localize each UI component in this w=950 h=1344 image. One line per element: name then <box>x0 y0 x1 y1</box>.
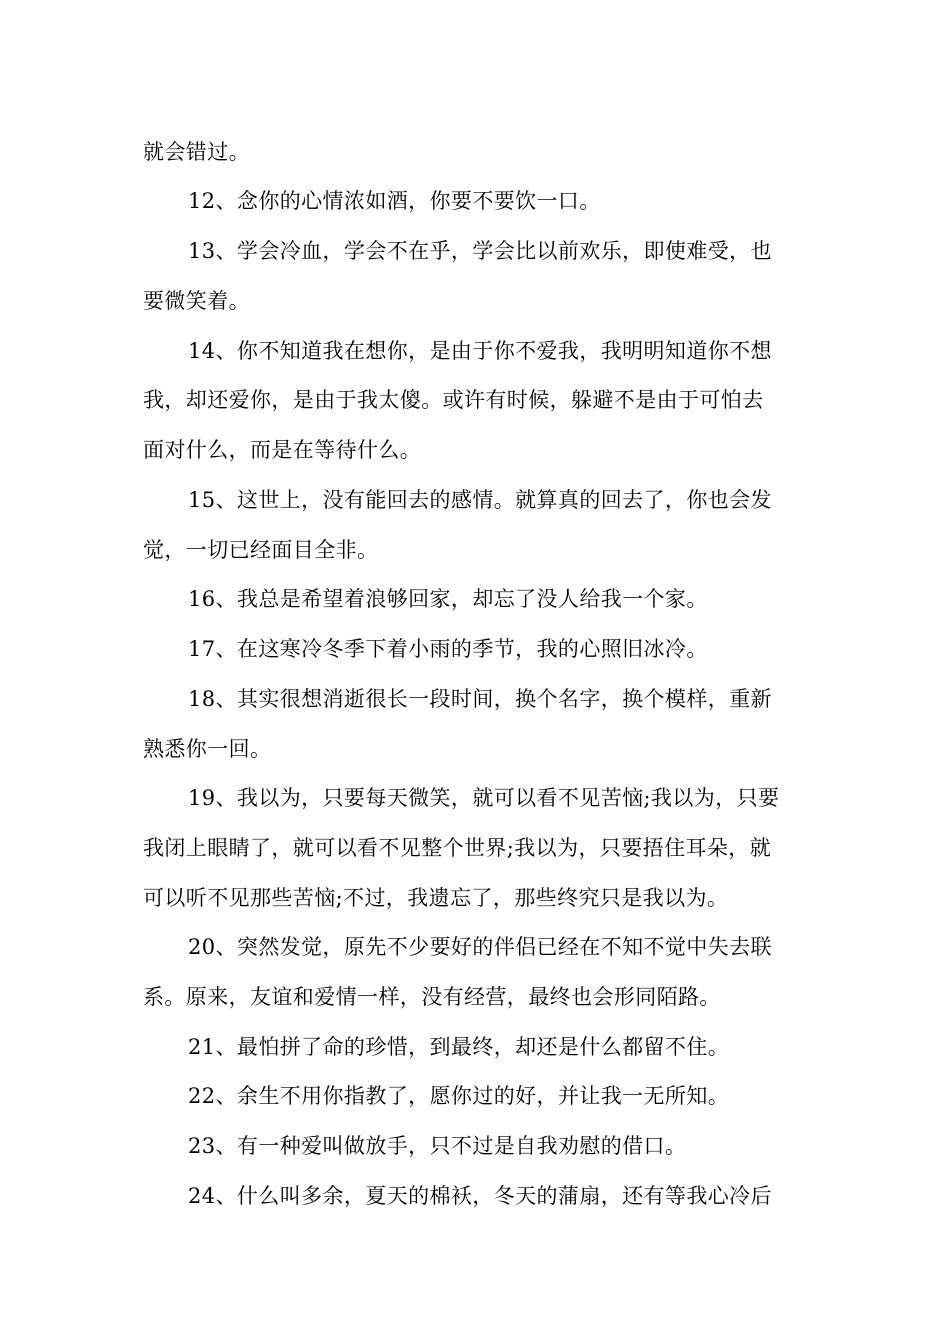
text-line: 12、念你的心情浓如酒，你要不要饮一口。 <box>188 189 601 213</box>
text-line: 我，却还爱你，是由于我太傻。或许有时候，躲避不是由于可怕去 <box>143 388 764 412</box>
text-line: 15、这世上，没有能回去的感情。就算真的回去了，你也会发 <box>188 488 772 512</box>
text-line: 14、你不知道我在想你，是由于你不爱我，我明明知道你不想 <box>188 339 772 363</box>
text-line: 就会错过。 <box>143 140 250 164</box>
text-line: 21、最怕拼了命的珍惜，到最终，却还是什么都留不住。 <box>188 1035 730 1059</box>
text-line: 23、有一种爱叫做放手，只不过是自我劝慰的借口。 <box>188 1134 687 1158</box>
text-line: 可以听不见那些苦恼;不过，我遗忘了，那些终究只是我以为。 <box>143 886 729 910</box>
text-line: 13、学会冷血，学会不在乎，学会比以前欢乐，即使难受，也 <box>188 239 772 263</box>
text-line: 17、在这寒冷冬季下着小雨的季节，我的心照旧冰冷。 <box>188 637 708 661</box>
text-line: 16、我总是希望着浪够回家，却忘了没人给我一个家。 <box>188 587 708 611</box>
text-line: 觉，一切已经面目全非。 <box>143 538 379 562</box>
text-line: 19、我以为，只要每天微笑，就可以看不见苦恼;我以为，只要 <box>188 786 780 810</box>
text-line: 面对什么，而是在等待什么。 <box>143 438 422 462</box>
text-line: 我闭上眼睛了，就可以看不见整个世界;我以为，只要捂住耳朵，就 <box>143 836 772 860</box>
text-line: 系。原来，友谊和爱情一样，没有经营，最终也会形同陌路。 <box>143 985 721 1009</box>
text-line: 22、余生不用你指教了，愿你过的好，并让我一无所知。 <box>188 1084 730 1108</box>
text-line: 24、什么叫多余，夏天的棉袄，冬天的蒲扇，还有等我心冷后 <box>188 1184 772 1208</box>
text-line: 熟悉你一回。 <box>143 737 272 761</box>
text-line: 18、其实很想消逝很长一段时间，换个名字，换个模样，重新 <box>188 687 772 711</box>
text-line: 20、突然发觉，原先不少要好的伴侣已经在不知不觉中失去联 <box>188 935 772 959</box>
text-line: 要微笑着。 <box>143 289 250 313</box>
